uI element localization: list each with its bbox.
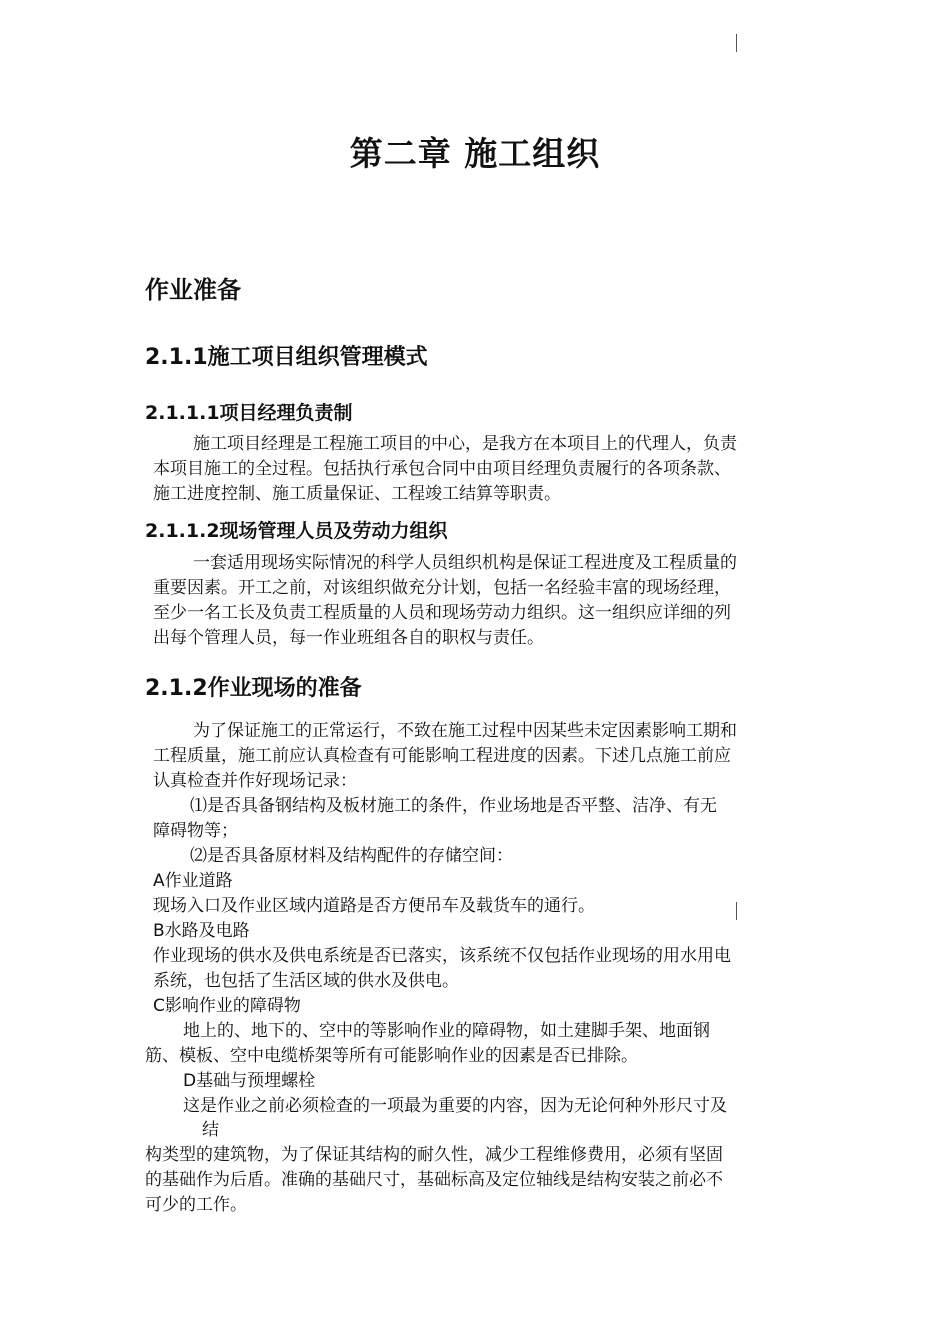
item-a-text: 现场入口及作业区域内道路是否方便吊车及载货车的通行。 [153,896,595,916]
paragraph-line: 至少一名工长及负责工程质量的人员和现场劳动力组织。这一组织应详细的列 [153,603,731,623]
section-heading-2-1-2: 2.1.2作业现场的准备 [145,676,362,701]
item-d-text: 的基础作为后盾。准确的基础尺寸，基础标高及定位轴线是结构安装之前必不 [145,1170,723,1190]
item-d-text: 结 [202,1120,219,1140]
paragraph-line: 重要因素。开工之前，对该组织做充分计划，包括一名经验丰富的现场经理， [153,578,731,598]
item-b-text: 系统，也包括了生活区域的供水及供电。 [153,971,459,991]
section-heading-2-1-1: 2.1.1施工项目组织管理模式 [145,345,428,370]
list-item-1: ⑴是否具备钢结构及板材施工的条件，作业场地是否平整、洁净、有无 [190,796,717,816]
paragraph-line: 出每个管理人员，每一作业班组各自的职权与责任。 [153,628,544,648]
section-heading-2-1-1-2: 2.1.1.2现场管理人员及劳动力组织 [145,520,448,542]
chapter-title: 第二章 施工组织 [349,134,601,173]
item-d-text: 构类型的建筑物，为了保证其结构的耐久性，减少工程维修费用，必须有坚固 [145,1145,723,1165]
paragraph-line: 工程质量，施工前应认真检查有可能影响工程进度的因素。下述几点施工前应 [153,746,731,766]
item-c-text: 地上的、地下的、空中的等影响作业的障碍物，如土建脚手架、地面钢 [183,1021,710,1041]
list-item-2: ⑵是否具备原材料及结构配件的存储空间： [190,846,513,866]
section-heading-prep: 作业准备 [145,276,241,304]
paragraph-line: 为了保证施工的正常运行，不致在施工过程中因某些未定因素影响工期和 [193,721,737,741]
paragraph-line: 施工项目经理是工程施工项目的中心，是我方在本项目上的代理人，负责 [193,434,737,454]
item-c-label: C影响作业的障碍物 [153,996,301,1016]
section-heading-2-1-1-1: 2.1.1.1项目经理负责制 [145,402,353,424]
item-b-label: B水路及电路 [153,921,250,941]
item-d-text: 可少的工作。 [145,1195,247,1215]
margin-mark [736,902,737,920]
item-a-label: A作业道路 [153,871,233,891]
list-item-1-cont: 障碍物等； [153,821,238,841]
item-b-text: 作业现场的供水及供电系统是否已落实，该系统不仅包括作业现场的用水用电 [153,946,731,966]
paragraph-line: 认真检查并作好现场记录： [153,771,357,791]
item-d-text: 这是作业之前必须检查的一项最为重要的内容，因为无论何种外形尺寸及 [183,1096,727,1116]
margin-mark [736,34,737,52]
paragraph-line: 本项目施工的全过程。包括执行承包合同中由项目经理负责履行的各项条款、 [153,459,731,479]
item-c-text: 筋、模板、空中电缆桥架等所有可能影响作业的因素是否已排除。 [145,1046,638,1066]
paragraph-line: 施工进度控制、施工质量保证、工程竣工结算等职责。 [153,484,561,504]
item-d-label: D基础与预埋螺栓 [183,1071,316,1091]
paragraph-line: 一套适用现场实际情况的科学人员组织机构是保证工程进度及工程质量的 [193,553,737,573]
